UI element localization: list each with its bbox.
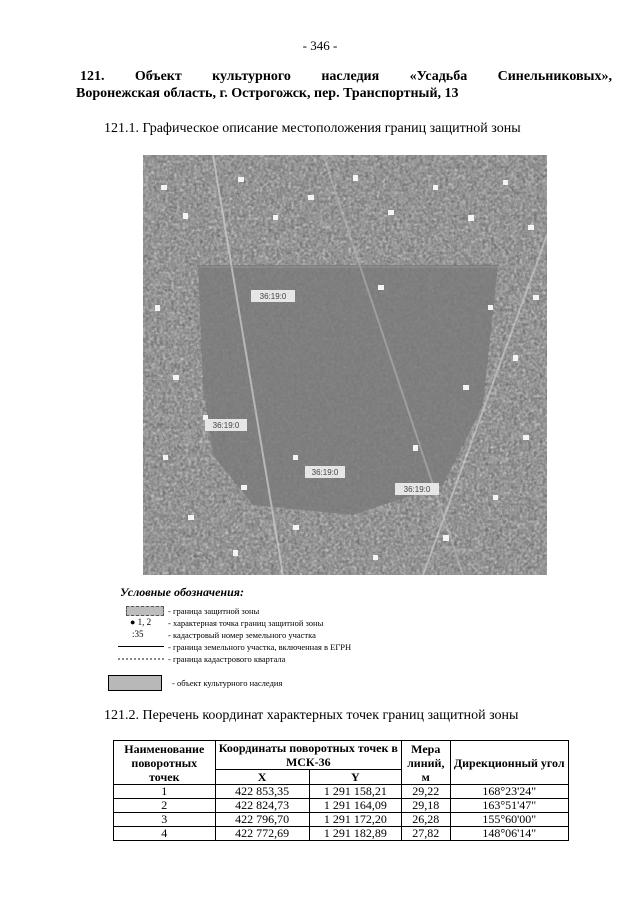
- table-row: 3 422 796,70 1 291 172,20 26,28 155°60'00": [114, 813, 569, 827]
- legend-title: Условные обозначения:: [120, 585, 244, 599]
- object-heading: [76, 68, 612, 102]
- heading-number: 121.: [80, 69, 105, 84]
- heading-word: наследия: [321, 69, 380, 84]
- heritage-object-symbol: [108, 675, 158, 691]
- header-y: Y: [309, 770, 401, 785]
- coordinates-table: [113, 740, 569, 841]
- heading-word: Объект: [134, 69, 182, 84]
- cadastral-number-symbol: :35: [132, 629, 144, 639]
- page-number: - 346 -: [302, 38, 338, 53]
- table-row: 1 422 853,35 1 291 158,21 29,22 168°23'24": [114, 785, 569, 799]
- header-direction-angle: Дирекционный угол: [450, 741, 569, 785]
- section-2-title: 121.2. Перечень координат характерных точек границ защитной зоны: [104, 708, 519, 723]
- section-1-title: 121.1. Графическое описание местоположения границ защитной зоны: [104, 121, 521, 136]
- land-boundary-symbol: [118, 641, 168, 652]
- table-row: 4 422 772,69 1 291 182,89 27,82 148°06'14": [114, 827, 569, 841]
- heading-word: культурного: [212, 69, 291, 84]
- point-symbol: ● 1, 2: [130, 617, 152, 627]
- cadastral-label: 36:19:0: [403, 485, 431, 494]
- map-legend: Условные обозначения: - граница защитной зоны ● 1, 2 - характерная точка границ защитной зоны :35 - кадастровый номер земельного участка - граница земельного участка, включенная в ЕГРН - граница кадастрового квартала - объект культурного наследия: [108, 585, 408, 600]
- cadastral-label: 36:19:0: [212, 421, 240, 430]
- quarter-boundary-symbol: [118, 653, 168, 664]
- cadastral-label: 36:19:0: [259, 292, 287, 301]
- header-x: X: [215, 770, 309, 785]
- heading-line-2: Воронежская область, г. Острогожск, пер. Транспортный, 13: [76, 86, 459, 101]
- heading-line-1: [80, 68, 612, 85]
- map-image: [143, 155, 547, 575]
- heading-word: Синельниковых»,: [497, 69, 612, 84]
- cadastral-label: 36:19:0: [311, 468, 339, 477]
- heading-word: «Усадьба: [409, 69, 468, 84]
- satellite-map: [143, 155, 547, 575]
- table-row: 2 422 824,73 1 291 164,09 29,18 163°51'47": [114, 799, 569, 813]
- header-point-name: Наименование поворотных точек: [114, 741, 216, 785]
- header-line-length: Мера линий, м: [402, 741, 450, 785]
- header-coordinates: Координаты поворотных точек в МСК-36: [215, 741, 401, 770]
